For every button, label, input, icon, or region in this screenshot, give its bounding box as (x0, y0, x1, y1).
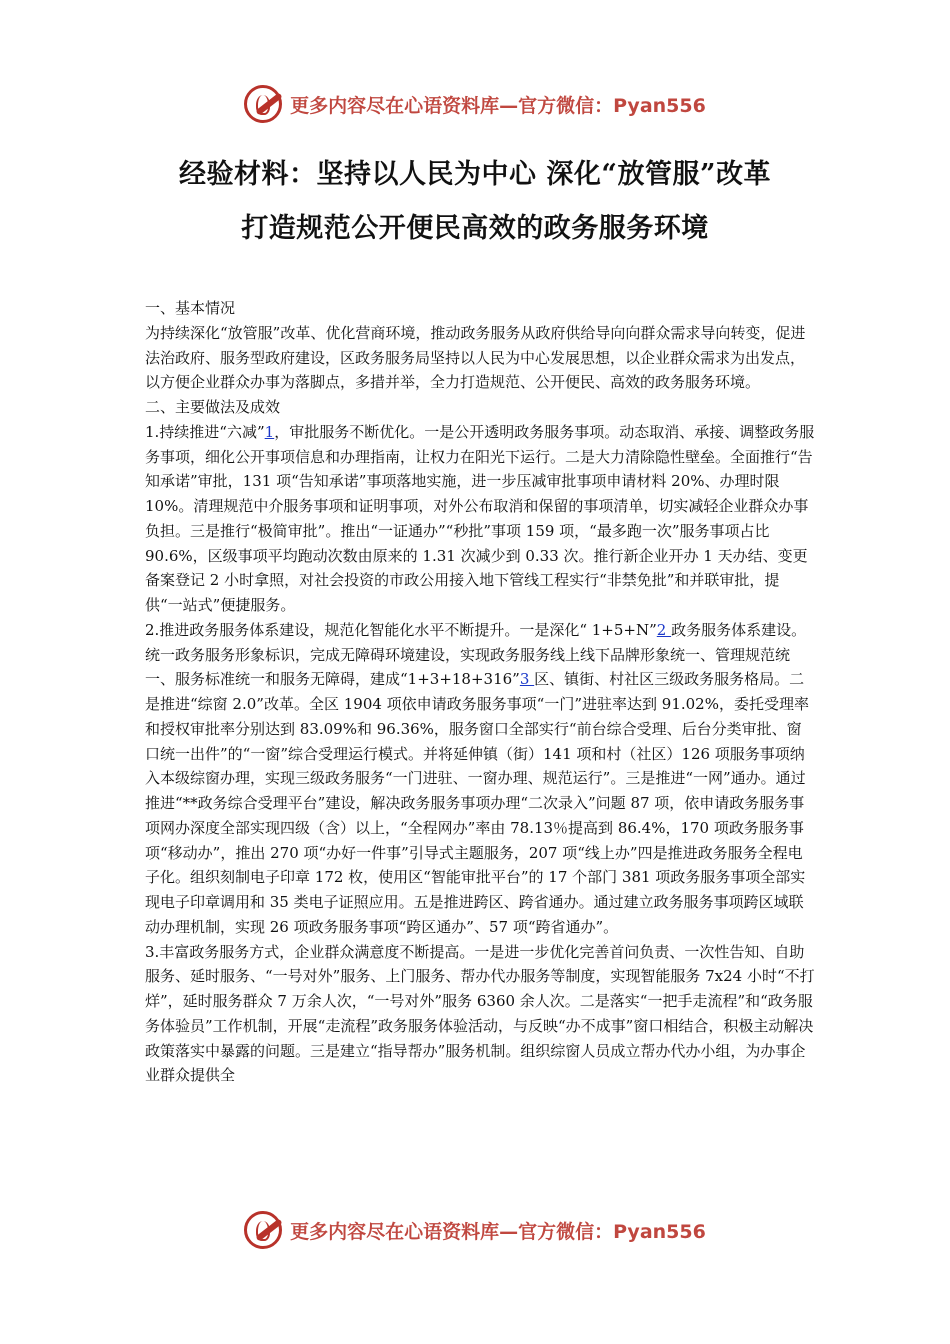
section-2-heading: 二、主要做法及成效 (145, 398, 281, 416)
brush-logo-icon (244, 85, 282, 123)
paragraph-2 (145, 618, 815, 940)
paragraph-3: 3.丰富政务服务方式，企业群众满意度不断提高。一是进一步优化完善首问负责、一次性告知、自助服务、延时服务、“一号对外”服务、上门服务、帮办代办服务等制度，实现智能服务 7x24 小时“不打烊”，延时服务群众 7 万余人次，“一号对外”服务 6360 余人次。二是落实“一把手走流程”和“政务服务体验员”工作机制，开展“走流程”政务服务体验活动，与反映“办不成事”窗口相结合，积极主动解决政策落实中暴露的问题。三是建立“指导帮办”服务机制。组织综窗人员成立帮办代办小组，为办事企业群众提供全 (145, 942, 815, 1085)
title-line-1: 经验材料：坚持以人民为中心 深化“放管服”改革 (179, 159, 771, 190)
section-1-paragraph: 为持续深化“放管服”改革、优化营商环境，推动政务服务从政府供给导向向群众需求导向转变，促进法治政府、服务型政府建设，区政务服务局坚持以人民为中心发展思想，以企业群众需求为出发点，以方便企业群众办事为落脚点，多措并举，全力打造规范、公开便民、高效的政务服务环境。 (145, 323, 806, 392)
section-1-heading: 一、基本情况 (145, 299, 236, 317)
paragraph-1-lead: 1.持续推进“六减” (145, 422, 265, 441)
footnote-link-1[interactable]: 1 (264, 422, 275, 441)
footnote-link-2[interactable]: 2 (656, 620, 672, 639)
paragraph-2-rest: 区、镇街、村社区三级政务服务格局。二是推进“综窗 2.0”改革。全区 1904 项依申请政务服务事项“一门”进驻率达到 91.02%，委托受理率和授权审批率分别达到 83.09%和 96.36%，服务窗口全部实行“前台综合受理、后台分类审批、窗口统一出件”的“一窗”综合受理运行模式。并将延伸镇（街）141 项和村（社区）126 项服务事项纳入本级综窗办理，实现三级政务服务“一门进驻、一窗办理、规范运行”。三是推进“一网”通办。通过推进“**政务综合受理平台”建设，解决政务服务事项办理“二次录入”问题 87 项，依申请政务服务事项网办深度全部实现四级（含）以上，“全程网办”率由 78.13％提高到 86.4%，170 项政务服务事项“移动办”，推出 270 项“办好一件事”引导式主题服务，207 项“线上办”四是推进政务服务全程电子化。组织刻制电子印章 172 枚，使用区“智能审批平台”的 17 个部门 381 项政务服务事项全部实现电子印章调用和 35 类电子证照应用。五是推进跨区、跨省通办。通过建立政务服务事项跨区域联动办理机制，实现 26 项政务服务事项“跨区通办”、57 项“跨省通办”。 (145, 670, 809, 936)
title-line-2: 打造规范公开便民高效的政务服务环境 (241, 213, 709, 244)
footer-banner-text: 更多内容尽在心语资料库—官方微信：Pyan556 (290, 1220, 706, 1243)
paragraph-1-rest: ，审批服务不断优化。一是公开透明政务服务事项。动态取消、承接、调整政务服务事项，细化公开事项信息和办理指南，让权力在阳光下运行。二是大力清除隐性壁垒。全面推行“告知承诺”审批，131 项“告知承诺”事项落地实施，进一步压减审批事项申请材料 20%、办理时限 10%。清理规范中介服务事项和证明事项，对外公布取消和保留的事项清单，切实减轻企业群众办事负担。三是推行“极简审批”。推出“一证通办”“秒批”事项 159 项，“最多跑一次”服务事项占比 90.6%，区级事项平均跑动次数由原来的 1.31 次减少到 0.33 次。推行新企业开办 1 天办结、变更备案登记 2 小时拿照，对社会投资的市政公用接入地下管线工程实行“非禁免批”和并联审批，提供“一站式”便捷服务。 (145, 422, 815, 614)
header-banner (0, 80, 950, 128)
document-body (145, 296, 815, 1088)
footer-banner (0, 1206, 950, 1254)
brush-logo-icon (244, 1211, 282, 1249)
document-title (100, 148, 850, 256)
header-banner-text: 更多内容尽在心语资料库—官方微信：Pyan556 (290, 94, 706, 117)
paragraph-2-lead: 2.推进政务服务体系建设，规范化智能化水平不断提升。一是深化“ 1+5+N” (145, 620, 657, 639)
paragraph-1 (145, 420, 815, 618)
paragraph-2-middle: 政务服务体系建设。统一政务服务形象标识，完成无障碍环境建设，实现政务服务线上线下品牌形象统一、管理规范统一、服务标准统一和服务无障碍，建成“1+3+18+316” (145, 620, 807, 689)
footnote-link-3[interactable]: 3 (519, 670, 535, 689)
